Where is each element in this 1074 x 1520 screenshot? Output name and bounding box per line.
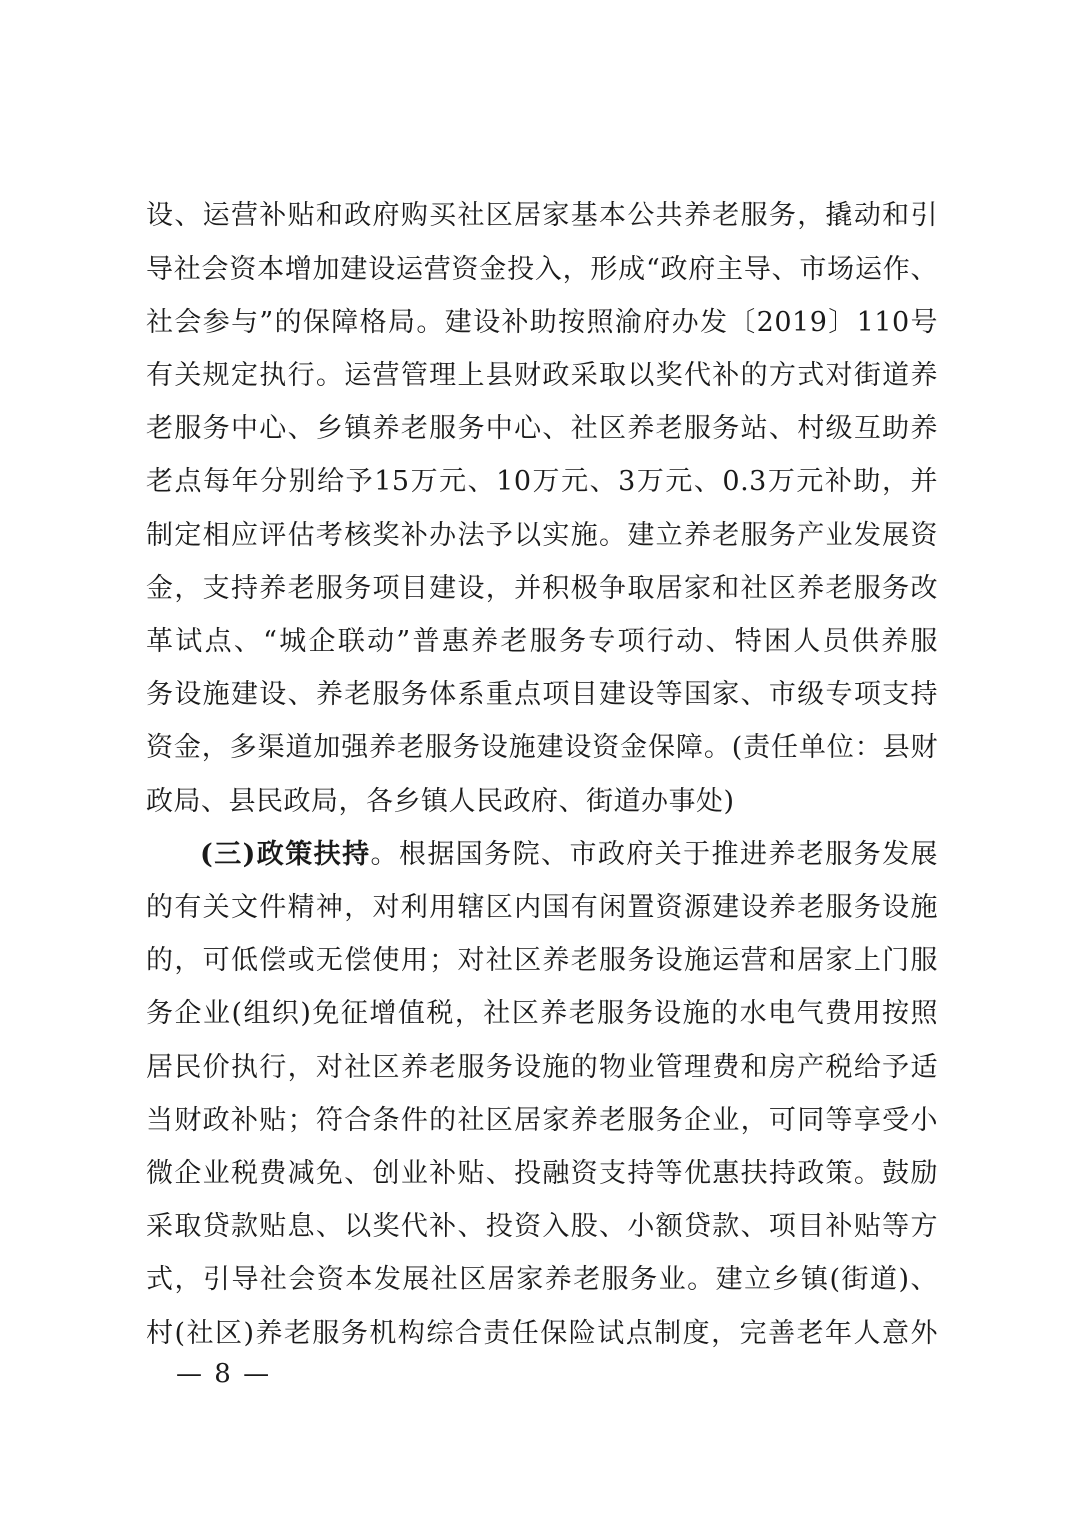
paragraph-line: 制定相应评估考核奖补办法予以实施。建立养老服务产业发展资	[146, 520, 938, 551]
paragraph-line: 有关规定执行。运营管理上县财政采取以奖代补的方式对街道养	[146, 360, 938, 391]
paragraph-line: 居民价执行，对社区养老服务设施的物业管理费和房产税给予适	[146, 1052, 938, 1083]
paragraph-line: 老服务中心、乡镇养老服务中心、社区养老服务站、村级互助养	[146, 413, 938, 444]
paragraph-line: 老点每年分别给予15万元、10万元、3万元、0.3万元补助，并	[146, 466, 938, 497]
paragraph-text: 。根据国务院、市政府关于推进养老服务发展	[370, 839, 938, 870]
paragraph-line: 采取贷款贴息、以奖代补、投资入股、小额贷款、项目补贴等方	[146, 1211, 938, 1242]
paragraph-line: 革试点、“城企联动”普惠养老服务专项行动、特困人员供养服	[146, 626, 938, 657]
paragraph-line: 式，引导社会资本发展社区居家养老服务业。建立乡镇(街道)、	[146, 1264, 938, 1295]
section-heading: (三)政策扶持	[200, 839, 371, 870]
paragraph-line: 金，支持养老服务项目建设，并积极争取居家和社区养老服务改	[146, 573, 938, 604]
paragraph-line: 社会参与”的保障格局。建设补助按照渝府办发〔2019〕110号	[146, 307, 938, 338]
paragraph-line: 设、运营补贴和政府购买社区居家基本公共养老服务，撬动和引	[146, 200, 938, 231]
paragraph-line: 导社会资本增加建设运营资金投入，形成“政府主导、市场运作、	[146, 254, 938, 285]
paragraph-line: 的，可低偿或无偿使用；对社区养老服务设施运营和居家上门服	[146, 945, 938, 976]
paragraph-line: 资金，多渠道加强养老服务设施建设资金保障。(责任单位：县财	[146, 732, 938, 763]
paragraph-line: 务设施建设、养老服务体系重点项目建设等国家、市级专项支持	[146, 679, 938, 710]
paragraph-first-line	[200, 835, 938, 875]
page-number: — 8 —	[176, 1359, 272, 1389]
paragraph-line: 微企业税费减免、创业补贴、投融资支持等优惠扶持政策。鼓励	[146, 1158, 938, 1189]
paragraph-line: 村(社区)养老服务机构综合责任保险试点制度，完善老年人意外	[146, 1318, 938, 1349]
paragraph-line: 的有关文件精神，对利用辖区内国有闲置资源建设养老服务设施	[146, 892, 938, 923]
paragraph-line: 务企业(组织)免征增值税，社区养老服务设施的水电气费用按照	[146, 998, 938, 1029]
paragraph-line: 政局、县民政局，各乡镇人民政府、街道办事处)	[146, 786, 735, 817]
paragraph-line: 当财政补贴；符合条件的社区居家养老服务企业，可同等享受小	[146, 1105, 938, 1136]
